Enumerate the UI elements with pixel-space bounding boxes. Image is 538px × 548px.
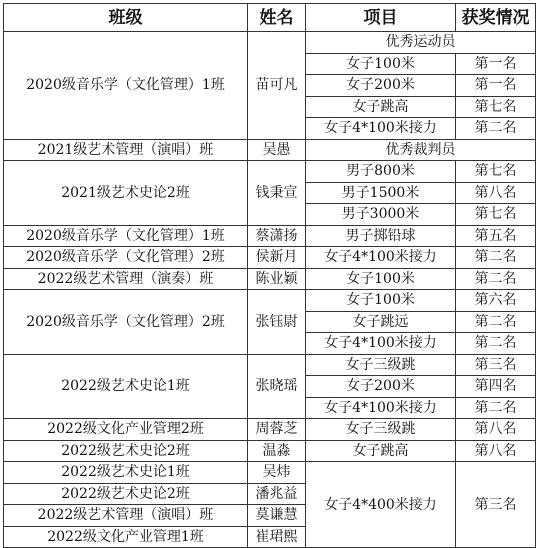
event-cell: 女子三级跳 xyxy=(306,419,456,441)
award-cell: 第七名 xyxy=(456,96,536,118)
table-row xyxy=(4,440,536,462)
event-cell: 女子100米 xyxy=(306,268,456,290)
event-cell: 女子100米 xyxy=(306,53,456,75)
title-cell: 优秀运动员 xyxy=(306,32,536,54)
header-row xyxy=(4,4,536,32)
title-cell: 优秀裁判员 xyxy=(306,139,536,161)
class-cell: 2020级音乐学（文化管理）2班 xyxy=(4,290,248,355)
table-row xyxy=(4,290,536,312)
name-cell: 崔珺熙 xyxy=(248,526,306,548)
award-cell: 第二名 xyxy=(456,397,536,419)
event-cell: 女子跳远 xyxy=(306,311,456,333)
table-row xyxy=(4,462,536,484)
event-cell: 女子跳高 xyxy=(306,96,456,118)
class-cell: 2022级艺术管理（演唱）班 xyxy=(4,505,248,527)
name-cell: 苗可凡 xyxy=(248,32,306,140)
name-cell: 张晓瑶 xyxy=(248,354,306,419)
table-row xyxy=(4,139,536,161)
name-cell: 侯新月 xyxy=(248,247,306,269)
class-cell: 2021级艺术管理（演唱）班 xyxy=(4,139,248,161)
class-cell: 2020级音乐学（文化管理）2班 xyxy=(4,247,248,269)
event-cell: 女子4*100米接力 xyxy=(306,118,456,140)
event-cell: 女子三级跳 xyxy=(306,354,456,376)
award-cell: 第二名 xyxy=(456,247,536,269)
award-cell: 第二名 xyxy=(456,333,536,355)
table-row xyxy=(4,225,536,247)
award-cell: 第七名 xyxy=(456,204,536,226)
name-cell: 吴愚 xyxy=(248,139,306,161)
table-row xyxy=(4,247,536,269)
event-cell: 女子200米 xyxy=(306,376,456,398)
event-cell: 女子4*100米接力 xyxy=(306,333,456,355)
event-cell: 男子800米 xyxy=(306,161,456,183)
event-cell: 女子100米 xyxy=(306,290,456,312)
name-cell: 温淼 xyxy=(248,440,306,462)
name-cell: 周蓉芝 xyxy=(248,419,306,441)
table-row xyxy=(4,32,536,54)
award-cell: 第八名 xyxy=(456,419,536,441)
header-event: 项目 xyxy=(306,4,456,32)
class-cell: 2022级艺术史论1班 xyxy=(4,462,248,484)
class-cell: 2022级艺术史论1班 xyxy=(4,354,248,419)
awards-table xyxy=(3,3,536,548)
event-cell: 男子掷铅球 xyxy=(306,225,456,247)
award-cell: 第一名 xyxy=(456,75,536,97)
class-cell: 2022级艺术管理（演奏）班 xyxy=(4,268,248,290)
relay-award-cell: 第三名 xyxy=(456,462,536,548)
name-cell: 吴炜 xyxy=(248,462,306,484)
table-row xyxy=(4,419,536,441)
name-cell: 莫谦慧 xyxy=(248,505,306,527)
table-body xyxy=(4,32,536,548)
award-cell: 第二名 xyxy=(456,118,536,140)
header-award: 获奖情况 xyxy=(456,4,536,32)
name-cell: 陈业颖 xyxy=(248,268,306,290)
relay-event-cell: 女子4*400米接力 xyxy=(306,462,456,548)
class-cell: 2022级文化产业管理1班 xyxy=(4,526,248,548)
class-cell: 2022级文化产业管理2班 xyxy=(4,419,248,441)
award-cell: 第二名 xyxy=(456,268,536,290)
table-row xyxy=(4,354,536,376)
event-cell: 女子200米 xyxy=(306,75,456,97)
award-cell: 第八名 xyxy=(456,440,536,462)
award-cell: 第三名 xyxy=(456,354,536,376)
name-cell: 张钰尉 xyxy=(248,290,306,355)
event-cell: 女子跳高 xyxy=(306,440,456,462)
class-cell: 2022级艺术史论2班 xyxy=(4,440,248,462)
header-class: 班级 xyxy=(4,4,248,32)
table-row xyxy=(4,268,536,290)
event-cell: 女子4*100米接力 xyxy=(306,247,456,269)
award-cell: 第七名 xyxy=(456,161,536,183)
name-cell: 潘兆益 xyxy=(248,483,306,505)
award-cell: 第八名 xyxy=(456,182,536,204)
class-cell: 2022级艺术史论2班 xyxy=(4,483,248,505)
table-row xyxy=(4,161,536,183)
name-cell: 钱秉宣 xyxy=(248,161,306,226)
event-cell: 男子3000米 xyxy=(306,204,456,226)
award-cell: 第二名 xyxy=(456,311,536,333)
class-cell: 2020级音乐学（文化管理）1班 xyxy=(4,32,248,140)
award-cell: 第五名 xyxy=(456,225,536,247)
award-cell: 第四名 xyxy=(456,376,536,398)
award-cell: 第一名 xyxy=(456,53,536,75)
event-cell: 女子4*100米接力 xyxy=(306,397,456,419)
name-cell: 蔡潇扬 xyxy=(248,225,306,247)
event-cell: 男子1500米 xyxy=(306,182,456,204)
class-cell: 2020级音乐学（文化管理）1班 xyxy=(4,225,248,247)
award-cell: 第六名 xyxy=(456,290,536,312)
class-cell: 2021级艺术史论2班 xyxy=(4,161,248,226)
header-name: 姓名 xyxy=(248,4,306,32)
